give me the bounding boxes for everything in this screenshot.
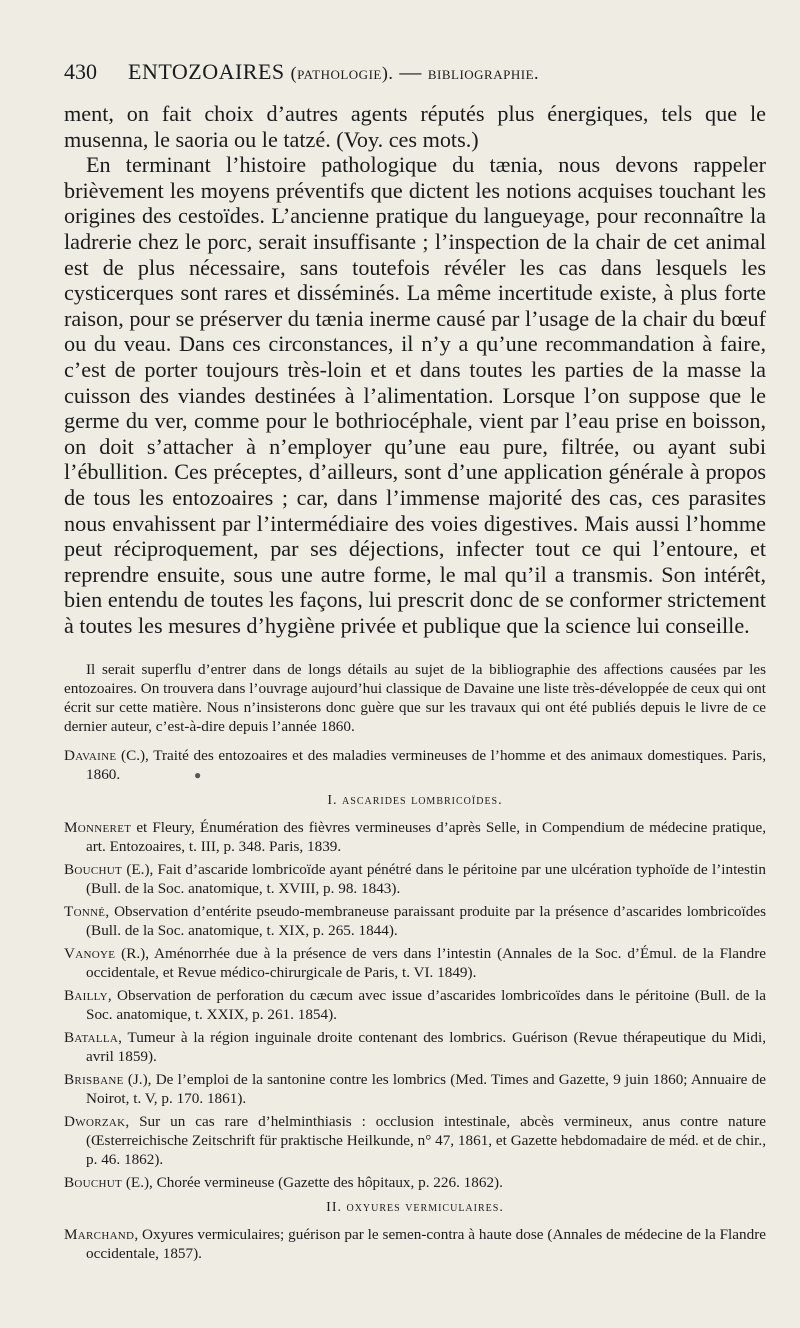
entry-text: (J.), De l’emploi de la santonine contre les lombrics (Med. Times and Gazette, 9 juin 1860; Annuaire de Noirot, t. V, p. 170. 1861). <box>86 1071 767 1108</box>
main-text <box>64 101 766 638</box>
running-title: ENTOZOAIRES (pathologie). — bibliographie. <box>128 59 540 84</box>
reference-list-oxyures <box>64 1225 766 1263</box>
page-number: 430 <box>64 59 97 84</box>
paragraph-continued: ment, on fait choix d’autres agents réputés plus énergiques, tels que le musenna, le saoria ou le tatzé. (Voy. ces mots.) <box>64 101 766 152</box>
bibliography-entry <box>64 1070 766 1108</box>
entry-author: Tonné <box>64 903 106 921</box>
bibliography-entry <box>64 1173 766 1192</box>
entry-text: et Fleury, Énumération des fièvres vermineuses d’après Selle, in Compendium de médecine pratique, art. Entozoaires, t. III, p. 348. Paris, 1839. <box>86 819 766 856</box>
entry-text: (E.), Fait d’ascaride lombricoïde ayant pénétré dans le péritoine par une ulcération typhoïde de l’intestin (Bull. de la Soc. anatomique, t. XVIII, p. 98. 1843). <box>86 861 766 898</box>
section-heading-oxyures: II. oxyures vermiculaires. <box>326 1200 504 1216</box>
bibliography-note: Il serait superflu d’entrer dans de longs détails au sujet de la bibliographie des affections causées par les entozoaires. On trouvera dans l’ouvrage aujourd’hui classique de Davaine une liste très-développée de ceux qui ont écrit sur cette matière. Nous n’insisterons donc guère que sur les travaux qui ont été publiés depuis le livre de ce dernier auteur, c’est-à-dire depuis l’année 1860. <box>64 661 766 736</box>
bibliography-entry <box>64 944 766 982</box>
reference-list-ascarides <box>64 818 766 1192</box>
entry-text: , Tumeur à la région inguinale droite contenant des lombrics. Guérison (Revue thérapeutique du Midi, avril 1859). <box>86 1029 766 1066</box>
entry-author: Marchand <box>64 1226 135 1244</box>
entry-author: Batalla <box>64 1029 119 1047</box>
entry-author: Dworzak <box>64 1113 126 1131</box>
entry-text: , Observation de perforation du cæcum avec issue d’ascarides lombricoïdes dans le péritoine (Bull. de la Soc. anatomique, t. XXIX, p. 261. 1854). <box>86 987 766 1024</box>
entry-text: , Observation d’entérite pseudo-membraneuse paraissant produite par la présence d’ascarides lombricoïdes (Bull. de la Soc. anatomique, t. XIX, p. 265. 1844). <box>86 903 766 940</box>
bibliography-entry <box>64 1112 766 1169</box>
entry-author: Monneret <box>64 819 132 837</box>
bibliography-entry <box>64 1225 766 1263</box>
paragraph-prevention: En terminant l’histoire pathologique du tænia, nous devons rappeler brièvement les moyens préventifs que dictent les notions acquises touchant les origines des cestoïdes. L’ancienne pratique du langueyage, pour reconnaître la ladrerie chez le porc, serait insuffisante ; l’inspection de la chair de cet animal est de plus nécessaire, sans toutefois révéler les cas dans lesquels les cysticerques sont rares et disséminés. La même incertitude existe, à plus forte raison, pour se préserver du tænia inerme causé par l’usage de la chair du bœuf ou du veau. Dans ces circonstances, il n’y a qu’une recommandation à faire, c’est de porter toujours très-loin et et dans toutes les parties de la masse la cuisson des viandes destinées à l’alimentation. Lorsque l’on suppose que le germe du ver, comme pour le bothriocéphale, vient par l’eau prise en boisson, on doit s’attacher à n’employer qu’une eau pure, filtrée, ou ayant subi l’ébullition. Ces préceptes, d’ailleurs, sont d’une application générale à propos de tous les entozoaires ; car, dans l’immense majorité des cas, ces parasites nous envahissent par l’intermédiaire des voies digestives. Mais aussi l’homme peut réciproquement, par ses déjections, infecter tout ce qui l’entoure, et reprendre ensuite, sous une autre forme, le mal qu’il a transmis. Son intérêt, bien entendu de toutes les façons, lui prescrit donc de se conformer strictement à toutes les mesures d’hygiène privée et publique que la science lui conseille. <box>64 152 766 638</box>
entry-author: Bouchut <box>64 861 123 879</box>
entry-author: Vanoye <box>64 945 116 963</box>
entry-text: (C.), Traité des entozoaires et des maladies vermineuses de l’homme et des animaux domestiques. Paris, 1860. <box>86 747 766 784</box>
entry-text: , Oxyures vermiculaires; guérison par le semen-contra à haute dose (Annales de médecine de la Flandre occidentale, 1857). <box>86 1226 766 1263</box>
entry-author: Bouchut <box>64 1174 123 1192</box>
running-header <box>64 58 766 87</box>
entry-text: (E.), Chorée vermineuse (Gazette des hôpitaux, p. 226. 1862). <box>125 1174 503 1192</box>
entry-author: Davaine <box>64 747 117 765</box>
bibliography-entry <box>64 818 766 856</box>
section-heading-ascarides: I. ascarides lombricoïdes. <box>327 793 503 809</box>
bibliography-entry <box>64 746 766 785</box>
ink-speck: ● <box>193 768 202 783</box>
entry-text: , Sur un cas rare d’helminthiasis : occlusion intestinale, abcès vermineux, anus contre nature (Œsterreichische Zeitschrift für praktische Heilkunde, n° 47, 1861, et Gazette hebdomadaire de méd. et de chir., p. 46. 1862). <box>86 1113 766 1169</box>
bibliography-entry <box>64 986 766 1024</box>
entry-author: Bailly <box>64 987 108 1005</box>
bibliography <box>64 660 766 1263</box>
entry-text: (R.), Aménorrhée due à la présence de vers dans l’intestin (Annales de la Soc. d’Émul. de la Flandre occidentale, et Revue médico-chirurgicale de Paris, t. VI. 1849). <box>86 945 767 982</box>
entry-author: Brisbane <box>64 1071 124 1089</box>
bibliography-entry <box>64 860 766 898</box>
bibliography-entry <box>64 902 766 940</box>
bibliography-entry <box>64 1028 766 1066</box>
